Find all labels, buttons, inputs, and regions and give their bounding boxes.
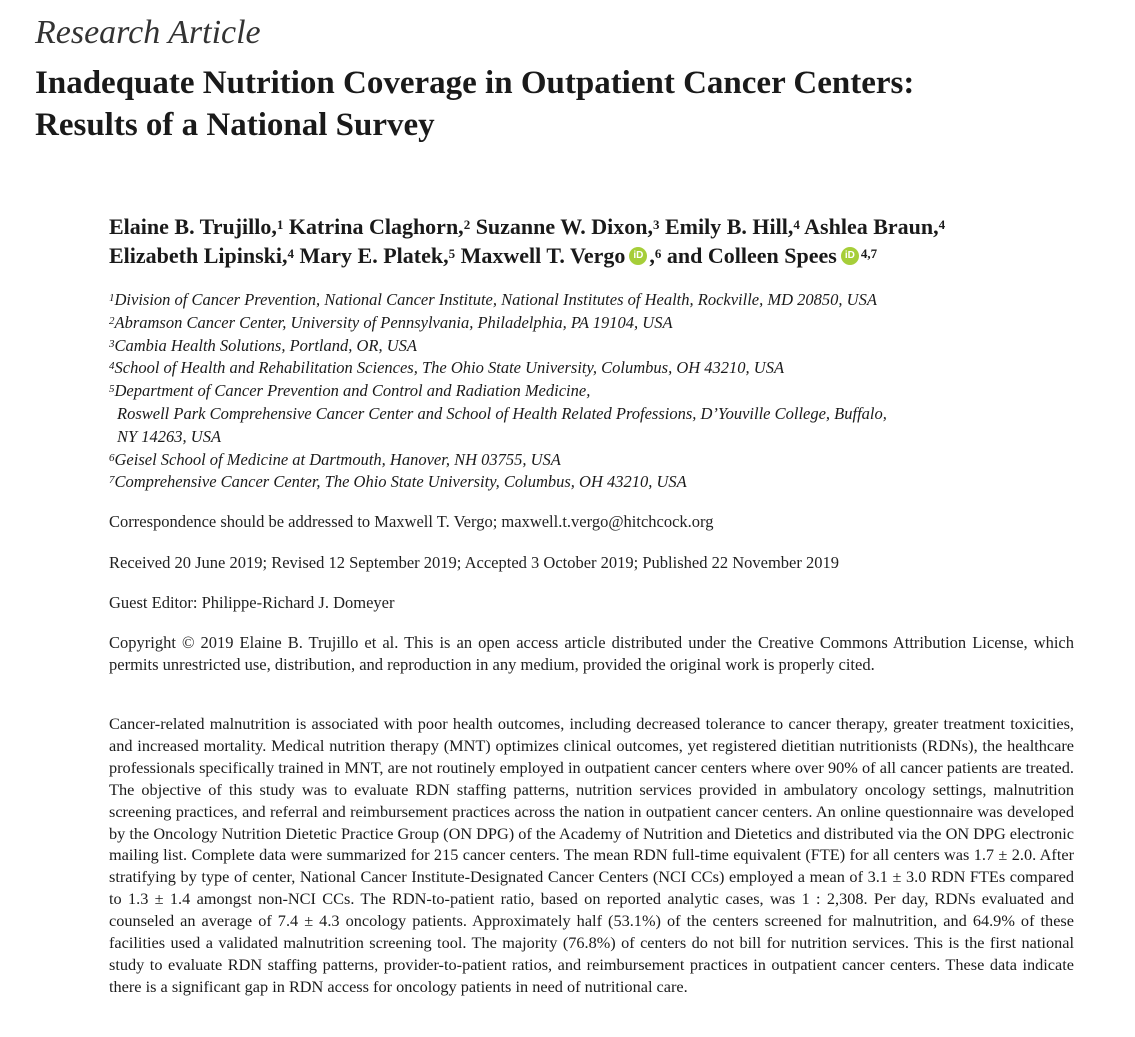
affiliation-text: Geisel School of Medicine at Dartmouth, Hanover, NH 03755, USA	[114, 449, 561, 469]
author-affiliation-marker: 3	[652, 217, 660, 232]
author-name: Elaine B. Trujillo,	[109, 214, 277, 239]
author-name: Mary E. Platek,	[299, 243, 449, 268]
affiliation-item	[109, 471, 1069, 494]
affiliation-text: Abramson Cancer Center, University of Pennsylvania, Philadelphia, PA 19104, USA	[114, 312, 673, 332]
orcid-icon[interactable]: iD	[841, 247, 859, 265]
affiliation-text: Department of Cancer Prevention and Control and Radiation Medicine,	[114, 381, 591, 401]
affiliation-text: Cambia Health Solutions, Portland, OR, USA	[114, 335, 417, 355]
article-title	[35, 62, 1095, 146]
affiliation-number: 5	[109, 383, 115, 396]
affiliation-item	[109, 449, 1069, 472]
affiliation-continuation: Roswell Park Comprehensive Cancer Center and School of Health Related Professions, D’Youville College, Buffalo,	[117, 403, 887, 423]
article-type: Research Article	[35, 14, 261, 51]
author-list	[109, 212, 1109, 270]
title-line-2: Results of a National Survey	[35, 107, 435, 143]
affiliation-list	[109, 289, 1069, 494]
abstract: Cancer-related malnutrition is associated with poor health outcomes, including decreased tolerance to cancer therapy, greater treatment toxicities, and increased mortality. Medical nutrition therapy (MNT) optimizes clinical outcomes, yet registered dietitian nutritionists (RDNs), the healthcare professionals specifically trained in MNT, are not routinely employed in outpatient cancer centers where over 90% of all cancer patients are treated. The objective of this study was to evaluate RDN staffing patterns, nutrition services provided in ambulatory oncology settings, malnutrition screening practices, and referral and reimbursement practices across the nation in outpatient cancer centers. An online questionnaire was developed by the Oncology Nutrition Dietetic Practice Group (ON DPG) of the Academy of Nutrition and Dietetics and distributed via the ON DPG electronic mailing list. Complete data were summarized for 215 cancer centers. The mean RDN full-time equivalent (FTE) for all centers was 1.7 ± 2.0. After stratifying by type of center, National Cancer Institute-Designated Cancer Centers (NCI CCs) employed a mean of 3.1 ± 3.0 RDN FTEs compared to 1.3 ± 1.4 amongst non-NCI CCs. The RDN-to-patient ratio, based on reported analytic cases, was 1 : 2,308. Per day, RDNs evaluated and counseled an average of 7.4 ± 4.3 oncology patients. Approximately half (53.1%) of the centers screened for malnutrition, and 64.9% of these facilities used a validated malnutrition screening tool. The majority (76.8%) of centers do not bill for nutrition services. This is the first national study to evaluate RDN staffing patterns, provider-to-patient ratios, and reimbursement practices in outpatient cancer centers. These data indicate there is a significant gap in RDN access for oncology patients in need of nutritional care.	[109, 714, 1074, 996]
author-name: Elizabeth Lipinski,	[109, 243, 288, 268]
affiliation-item	[109, 357, 1069, 380]
author-affiliation-marker: 6	[654, 246, 662, 261]
author-name: Suzanne W. Dixon,	[475, 214, 653, 239]
author-affiliation-marker: 4	[287, 246, 295, 261]
affiliation-continuation: NY 14263, USA	[117, 426, 222, 446]
author-name: Ashlea Braun,	[804, 214, 939, 239]
author-affiliation-marker: 2	[463, 217, 471, 232]
author-affiliation-marker: 1	[276, 217, 284, 232]
affiliation-item	[109, 380, 1069, 403]
orcid-icon[interactable]: iD	[629, 247, 647, 265]
author-affiliation-marker: 4,7	[860, 246, 878, 261]
copyright-notice: Copyright © 2019 Elaine B. Trujillo et al. This is an open access article distributed under the Creative Commons Attribution License, which permits unrestricted use, distribution, and reproduction in any medium, provided the original work is properly cited.	[109, 633, 1074, 674]
affiliation-item	[109, 289, 1069, 312]
author-affiliation-marker: 4	[793, 217, 800, 232]
correspondence-note: Correspondence should be addressed to Maxwell T. Vergo; maxwell.t.vergo@hitchcock.org	[109, 512, 714, 531]
guest-editor: Guest Editor: Philippe-Richard J. Domeyer	[109, 593, 395, 612]
author-affiliation-marker: 4	[938, 217, 946, 232]
affiliation-number: 7	[109, 474, 115, 487]
affiliation-item	[109, 312, 1069, 335]
affiliation-text: Comprehensive Cancer Center, The Ohio State University, Columbus, OH 43210, USA	[114, 472, 687, 492]
author-name: and Colleen Spees	[666, 243, 837, 268]
affiliation-number: 1	[109, 292, 115, 304]
publication-dates: Received 20 June 2019; Revised 12 September 2019; Accepted 3 October 2019; Published 22 November 2019	[109, 553, 839, 572]
affiliation-item	[109, 335, 1069, 358]
title-line-1: Inadequate Nutrition Coverage in Outpatient Cancer Centers:	[35, 65, 915, 101]
author-name: Katrina Claghorn,	[288, 214, 464, 239]
affiliation-text: School of Health and Rehabilitation Sciences, The Ohio State University, Columbus, OH 43210, USA	[114, 358, 785, 378]
affiliation-number: 2	[109, 314, 115, 327]
affiliation-number: 6	[109, 451, 115, 464]
affiliation-number: 3	[109, 337, 115, 350]
author-affiliation-marker: 5	[448, 246, 456, 261]
author-name: Emily B. Hill,	[664, 214, 794, 239]
affiliation-number: 4	[109, 360, 115, 373]
author-separator: ,	[649, 243, 655, 268]
affiliation-text: Division of Cancer Prevention, National Cancer Institute, National Institutes of Health, Rockville, MD 20850, USA	[114, 290, 877, 309]
author-name: Maxwell T. Vergo	[460, 243, 626, 268]
